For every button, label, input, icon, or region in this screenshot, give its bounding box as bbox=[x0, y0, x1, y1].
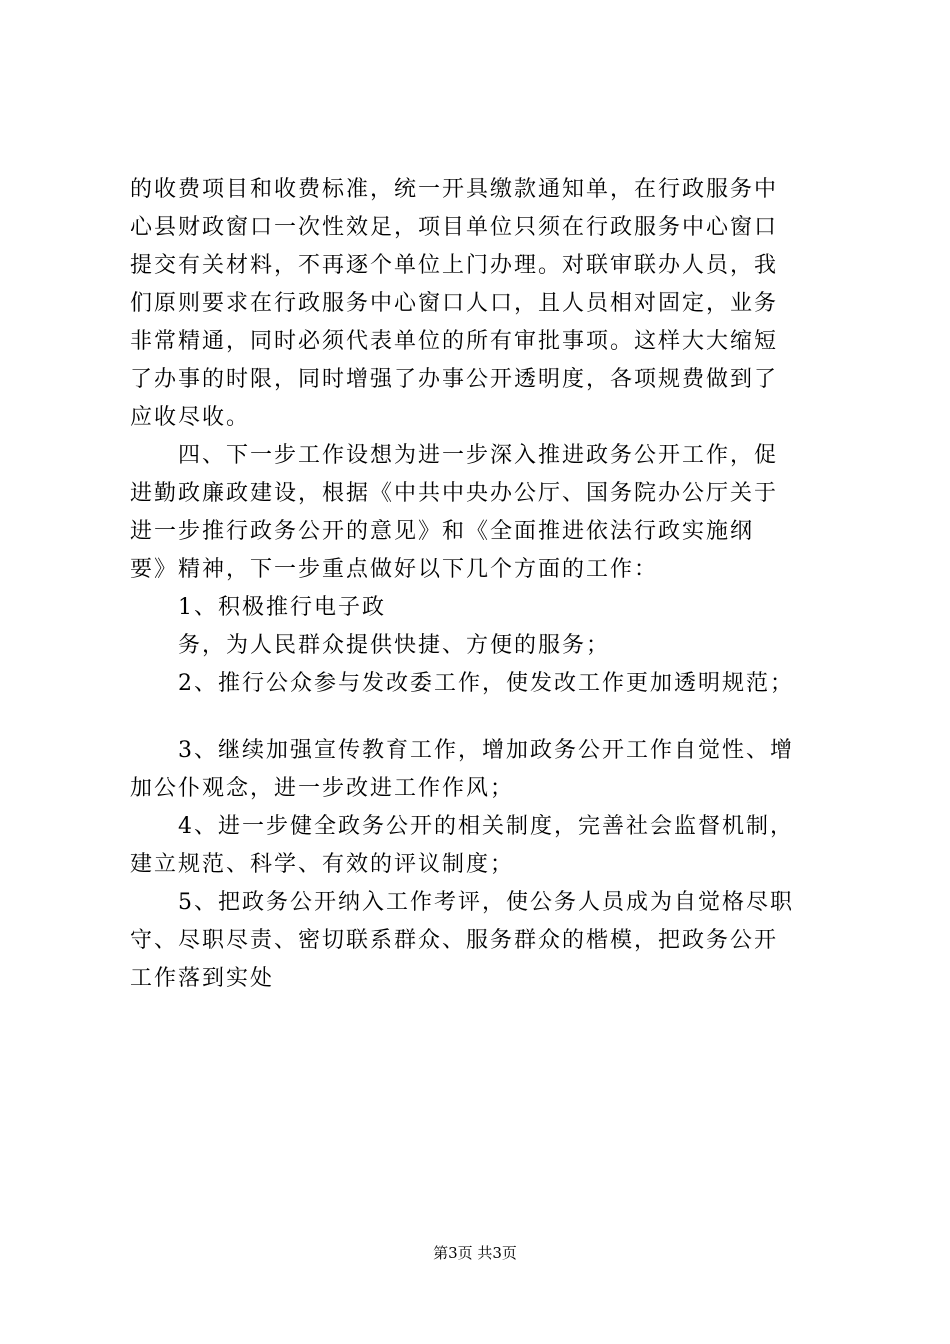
body-text-line: 的收费项目和收费标准，统一开具缴款通知单，在行政服务中 bbox=[130, 177, 779, 202]
list-item-text: 建立规范、科学、有效的评议制度； bbox=[130, 852, 515, 877]
list-item-text: 5、把政务公开纳入工作考评，使公务人员成为自觉格尽职 bbox=[130, 890, 794, 915]
list-item-text: 守、尽职尽责、密切联系群众、服务群众的楷模，把政务公开 bbox=[130, 928, 779, 953]
body-text-line: 心县财政窗口一次性效足，项目单位只须在行政服务中心窗口 bbox=[130, 215, 779, 240]
list-item-text: 务，为人民群众提供快捷、方便的服务； bbox=[130, 633, 611, 658]
list-item-text: 工作落到实处 bbox=[130, 966, 275, 991]
body-text-line: 非常精通，同时必须代表单位的所有审批事项。这样大大缩短 bbox=[130, 329, 779, 354]
list-item-text: 3、继续加强宣传教育工作，增加政务公开工作自觉性、增 bbox=[130, 738, 794, 763]
body-text-line: 四、下一步工作设想为进一步深入推进政务公开工作，促 bbox=[130, 443, 779, 468]
list-item-text: 4、进一步健全政务公开的相关制度，完善社会监督机制， bbox=[130, 814, 794, 839]
list-item-text: 2、推行公众参与发改委工作，使发改工作更加透明规范； bbox=[130, 671, 794, 696]
page-number-footer: 第3页 共3页 bbox=[433, 1244, 517, 1262]
body-text-line: 了办事的时限，同时增强了办事公开透明度，各项规费做到了 bbox=[130, 367, 779, 392]
body-text-line: 提交有关材料，不再逐个单位上门办理。对联审联办人员，我 bbox=[130, 253, 779, 278]
list-item-text: 加公仆观念，进一步改进工作作风； bbox=[130, 776, 515, 801]
body-text-line: 们原则要求在行政服务中心窗口人口，且人员相对固定，业务 bbox=[130, 291, 779, 316]
body-text-line: 应收尽收。 bbox=[130, 405, 251, 430]
list-item-text: 1、积极推行电子政 bbox=[130, 595, 386, 620]
body-text-line: 要》精神，下一步重点做好以下几个方面的工作： bbox=[130, 557, 659, 582]
body-text-line: 进勤政廉政建设，根据《中共中央办公厅、国务院办公厅关于 bbox=[130, 481, 779, 506]
body-text-line: 进一步推行政务公开的意见》和《全面推进依法行政实施纲 bbox=[130, 519, 755, 544]
